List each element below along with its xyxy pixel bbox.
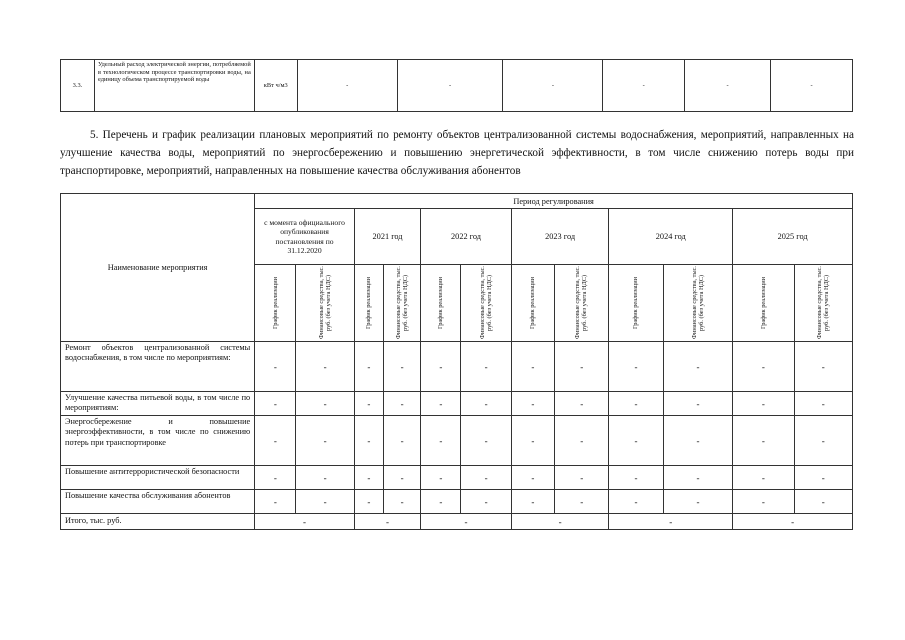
measure-cell: -: [461, 416, 511, 466]
header-row-period: [61, 194, 853, 209]
measure-cell: -: [609, 342, 663, 392]
subheader-schedule: График реализации: [255, 265, 296, 342]
measure-cell: -: [663, 490, 732, 514]
period-2022: 2022 год: [421, 209, 512, 265]
measure-cell: -: [384, 490, 421, 514]
measure-cell: -: [511, 490, 554, 514]
total-label: Итого, тыс. руб.: [61, 514, 255, 530]
measure-cell: -: [663, 416, 732, 466]
indicator-table: [60, 59, 853, 112]
period-2021: 2021 год: [354, 209, 420, 265]
measure-cell: -: [794, 466, 852, 490]
measure-cell: -: [354, 392, 383, 416]
measure-cell: -: [733, 342, 794, 392]
measure-cell: -: [384, 466, 421, 490]
measure-cell: -: [421, 392, 461, 416]
measure-cell: -: [555, 416, 609, 466]
measure-cell: -: [296, 466, 354, 490]
measure-cell: -: [733, 392, 794, 416]
subheader-schedule: График реализации: [733, 265, 794, 342]
name-header: Наименование мероприятия: [61, 194, 255, 342]
measure-cell: -: [354, 490, 383, 514]
measure-cell: -: [461, 466, 511, 490]
measure-cell: -: [421, 490, 461, 514]
indicator-row: [61, 60, 853, 112]
value-cell: -: [503, 60, 603, 112]
measure-name: Улучшение качества питьевой воды, в том числе по мероприятиям:: [61, 392, 255, 416]
measure-cell: -: [255, 342, 296, 392]
total-row: [61, 514, 853, 530]
subheader-finance: Финансовые средства, тыс. руб. (без учета НДС): [296, 265, 354, 342]
subheader-finance: Финансовые средства, тыс. руб. (без учета НДС): [555, 265, 609, 342]
measure-cell: -: [354, 342, 383, 392]
measure-cell: -: [255, 490, 296, 514]
measure-cell: -: [663, 342, 732, 392]
measure-rows: [61, 342, 853, 514]
measure-cell: -: [296, 490, 354, 514]
measure-cell: -: [794, 490, 852, 514]
total-cell: -: [511, 514, 609, 530]
indicator-unit: кВт ч/м3: [254, 60, 297, 112]
measure-cell: -: [733, 466, 794, 490]
measure-cell: -: [555, 342, 609, 392]
value-cell: -: [685, 60, 771, 112]
measure-name: Энергосбережение и повышение энергоэффективности, в том числе по снижению потерь при транспортировке: [61, 416, 255, 466]
subheader-finance: Финансовые средства, тыс. руб. (без учета НДС): [794, 265, 852, 342]
period-2023: 2023 год: [511, 209, 609, 265]
measure-cell: -: [733, 416, 794, 466]
measure-cell: -: [511, 416, 554, 466]
value-cell: -: [297, 60, 397, 112]
measure-name: Ремонт объектов централизованной системы водоснабжения, в том числе по мероприятиям:: [61, 342, 255, 392]
measure-row: [61, 416, 853, 466]
total-cell: -: [421, 514, 512, 530]
measure-cell: -: [384, 392, 421, 416]
value-cell: -: [397, 60, 503, 112]
measure-cell: -: [733, 490, 794, 514]
measure-cell: -: [794, 416, 852, 466]
measure-cell: -: [354, 416, 383, 466]
measure-cell: -: [255, 392, 296, 416]
measure-cell: -: [511, 342, 554, 392]
value-cell: -: [771, 60, 853, 112]
measure-cell: -: [663, 466, 732, 490]
measure-name: Повышение антитеррористической безопасности: [61, 466, 255, 490]
subheader-finance: Финансовые средства, тыс. руб. (без учета НДС): [384, 265, 421, 342]
measure-cell: -: [461, 342, 511, 392]
measure-row: [61, 490, 853, 514]
measure-cell: -: [555, 392, 609, 416]
measure-cell: -: [421, 466, 461, 490]
subheader-finance: Финансовые средства, тыс. руб. (без учета НДС): [663, 265, 732, 342]
measure-row: [61, 342, 853, 392]
period-header: Период регулирования: [255, 194, 853, 209]
measure-cell: -: [296, 342, 354, 392]
subheader-schedule: График реализации: [609, 265, 663, 342]
subheader-schedule: График реализации: [354, 265, 383, 342]
subheader-schedule: График реализации: [511, 265, 554, 342]
measure-cell: -: [663, 392, 732, 416]
measure-cell: -: [555, 466, 609, 490]
measure-cell: -: [296, 416, 354, 466]
indicator-description: Удельный расход электрической энергии, потребляемой в технологическом процессе транспортировки воды, на единицу объема транспортируемой воды: [94, 60, 254, 112]
measure-name: Повышение качества обслуживания абонентов: [61, 490, 255, 514]
measures-table: [60, 193, 853, 530]
total-cell: -: [733, 514, 853, 530]
measure-cell: -: [255, 416, 296, 466]
measure-cell: -: [511, 466, 554, 490]
measure-cell: -: [354, 466, 383, 490]
measure-cell: -: [609, 490, 663, 514]
subheader-schedule: График реализации: [421, 265, 461, 342]
measure-cell: -: [255, 466, 296, 490]
total-cell: -: [354, 514, 420, 530]
measure-cell: -: [421, 416, 461, 466]
subheader-finance: Финансовые средства, тыс. руб. (без учета НДС): [461, 265, 511, 342]
value-cell: -: [603, 60, 685, 112]
measure-cell: -: [296, 392, 354, 416]
total-cell: -: [255, 514, 355, 530]
period-2024: 2024 год: [609, 209, 733, 265]
measure-cell: -: [794, 392, 852, 416]
period-2025: 2025 год: [733, 209, 853, 265]
measure-cell: -: [609, 392, 663, 416]
measure-cell: -: [461, 392, 511, 416]
row-number: 3.3.: [61, 60, 95, 112]
measure-cell: -: [511, 392, 554, 416]
section-heading: 5. Перечень и график реализации плановых мероприятий по ремонту объектов централизованной системы водоснабжения, мероприятий, направленных на улучшение качества воды, мероприятий по энергосбережению и повышению энергетической эффективности, в том числе снижению потерь воды при транспортировке, мероприятий, направленных на повышение качества обслуживания абонентов: [60, 129, 854, 177]
measure-cell: -: [794, 342, 852, 392]
measure-cell: -: [421, 342, 461, 392]
measure-row: [61, 466, 853, 490]
measure-cell: -: [609, 416, 663, 466]
total-cell: -: [609, 514, 733, 530]
measure-row: [61, 392, 853, 416]
measure-cell: -: [384, 416, 421, 466]
measure-cell: -: [609, 466, 663, 490]
measure-cell: -: [555, 490, 609, 514]
period-first: с момента официального опубликования постановления по 31.12.2020: [255, 209, 355, 265]
measure-cell: -: [384, 342, 421, 392]
measure-cell: -: [461, 490, 511, 514]
